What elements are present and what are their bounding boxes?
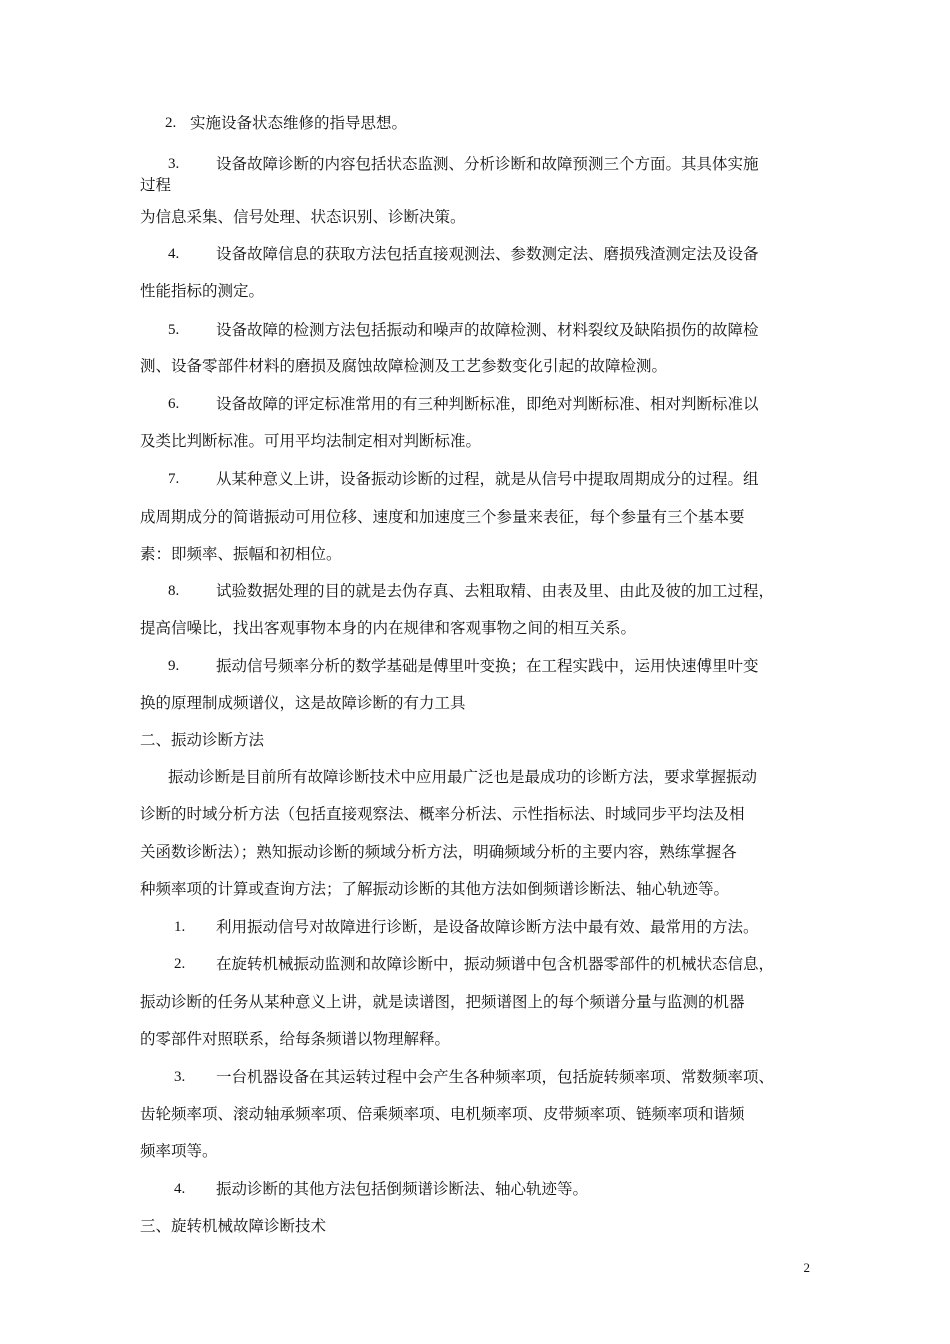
item-number: 2. — [174, 956, 186, 972]
item-number: 8. — [168, 583, 180, 599]
paragraph-line: 关函数诊断法）；熟知振动诊断的频域分析方法，明确频域分析的主要内容，熟练掌握各 — [140, 843, 737, 861]
item-text: 测、设备零部件材料的磨损及腐蚀故障检测及工艺参数变化引起的故障检测。 — [140, 357, 668, 375]
item-number: 6. — [168, 396, 180, 412]
item-text: 频率项等。 — [140, 1142, 218, 1160]
paragraph-line: 种频率项的计算或查询方法；了解振动诊断的其他方法如倒频谱诊断法、轴心轨迹等。 — [140, 880, 730, 898]
paragraph-line: 振动诊断是目前所有故障诊断技术中应用最广泛也是最成功的诊断方法，要求掌握振动 — [168, 768, 758, 786]
paragraph-line: 诊断的时域分析方法（包括直接观察法、概率分析法、示性指标法、时域同步平均法及相 — [140, 805, 745, 823]
item-number: 5. — [168, 322, 180, 338]
item-text: 成周期成分的简谐振动可用位移、速度和加速度三个参量来表征，每个参量有三个基本要 — [140, 508, 745, 526]
item-text: 齿轮频率项、滚动轴承频率项、倍乘频率项、电机频率项、皮带频率项、链频率项和谐频 — [140, 1105, 745, 1123]
item-number: 4. — [174, 1181, 186, 1197]
item-text: 素：即频率、振幅和初相位。 — [140, 545, 342, 563]
item-number: 2. — [165, 115, 177, 131]
item-text: 换的原理制成频谱仪，这是故障诊断的有力工具 — [140, 694, 466, 712]
item-number: 4. — [168, 246, 180, 262]
item-text: 设备故障的检测方法包括振动和噪声的故障检测、材料裂纹及缺陷损伤的故障检 — [216, 321, 759, 339]
item-text: 一台机器设备在其运转过程中会产生各种频率项，包括旋转频率项、常数频率项、 — [216, 1068, 775, 1086]
item-text: 利用振动信号对故障进行诊断，是设备故障诊断方法中最有效、最常用的方法。 — [216, 918, 759, 936]
item-text: 振动诊断的其他方法包括倒频谱诊断法、轴心轨迹等。 — [216, 1180, 589, 1198]
item-text: 从某种意义上讲，设备振动诊断的过程，就是从信号中提取周期成分的过程。组 — [216, 470, 759, 488]
item-text: 试验数据处理的目的就是去伪存真、去粗取精、由表及里、由此及彼的加工过程， — [216, 582, 775, 600]
item-text: 设备故障诊断的内容包括状态监测、分析诊断和故障预测三个方面。其具体实施 — [216, 155, 759, 173]
item-text: 的零部件对照联系，给每条频谱以物理解释。 — [140, 1030, 451, 1048]
item-number: 9. — [168, 658, 180, 674]
item-text: 性能指标的测定。 — [140, 282, 265, 300]
item-text: 设备故障信息的获取方法包括直接观测法、参数测定法、磨损残渣测定法及设备 — [216, 245, 759, 263]
item-text: 振动信号频率分析的数学基础是傅里叶变换；在工程实践中，运用快速傅里叶变 — [216, 657, 759, 675]
item-number: 7. — [168, 471, 180, 487]
page-number: 2 — [803, 1260, 810, 1275]
item-text: 及类比判断标准。可用平均法制定相对判断标准。 — [140, 432, 482, 450]
item-number: 3. — [168, 156, 180, 172]
item-text: 设备故障的评定标准常用的有三种判断标准，即绝对判断标准、相对判断标准以 — [216, 395, 759, 413]
item-text: 实施设备状态维修的指导思想。 — [190, 114, 408, 132]
section-heading: 二、振动诊断方法 — [140, 731, 265, 749]
item-number: 3. — [174, 1069, 186, 1085]
item-text: 过程 — [140, 176, 172, 194]
item-number: 1. — [174, 919, 186, 935]
item-text: 为信息采集、信号处理、状态识别、诊断决策。 — [140, 208, 466, 226]
item-text: 提高信噪比，找出客观事物本身的内在规律和客观事物之间的相互关系。 — [140, 619, 637, 637]
section-heading: 三、旋转机械故障诊断技术 — [140, 1217, 327, 1235]
item-text: 振动诊断的任务从某种意义上讲，就是读谱图，把频谱图上的每个频谱分量与监测的机器 — [140, 993, 745, 1011]
item-text: 在旋转机械振动监测和故障诊断中，振动频谱中包含机器零部件的机械状态信息， — [216, 955, 775, 973]
